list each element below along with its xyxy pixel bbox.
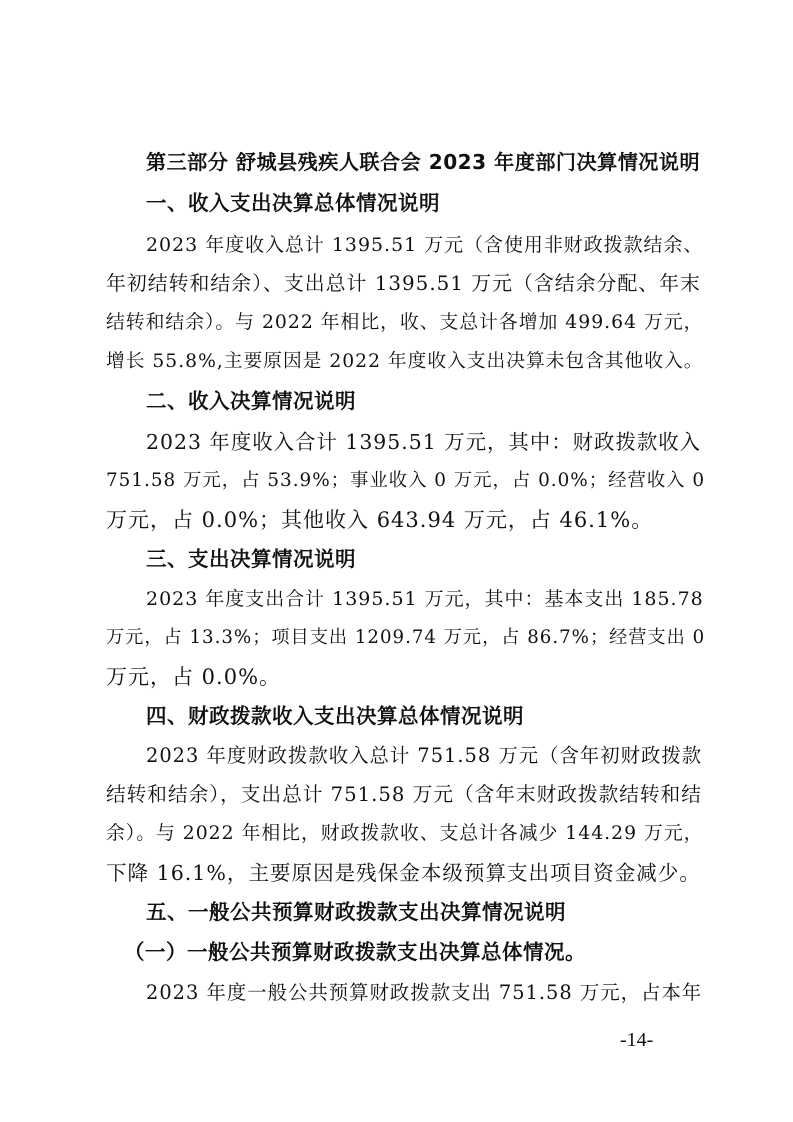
paragraph-line: 2023 年度财政拨款收入总计 751.58 万元（含年初财政拨款 bbox=[146, 744, 703, 767]
section-heading-5: 五、一般公共预算财政拨款支出决算情况说明 bbox=[146, 900, 566, 924]
subsection-heading: （一）一般公共预算财政拨款支出决算总体情况。 bbox=[124, 940, 586, 964]
page-number: -14- bbox=[620, 1029, 654, 1051]
paragraph-line: 2023 年度支出合计 1395.51 万元，其中：基本支出 185.78 bbox=[146, 588, 704, 610]
paragraph-line: 结转和结余）。与 2022 年相比，收、支总计各增加 499.64 万元， bbox=[106, 312, 704, 333]
paragraph-line: 增长 55.8%,主要原因是 2022 年度收入支出决算未包含其他收入。 bbox=[106, 351, 704, 372]
paragraph-line: 2023 年度收入合计 1395.51 万元，其中：财政拨款收入 bbox=[146, 430, 702, 454]
paragraph-line: 751.58 万元，占 53.9%；事业收入 0 万元，占 0.0%；经营收入 0 bbox=[106, 470, 706, 491]
paragraph-line: 万元，占 0.0%；其他收入 643.94 万元，占 46.1%。 bbox=[106, 508, 654, 532]
paragraph-line: 年初结转和结余）、支出总计 1395.51 万元（含结余分配、年末 bbox=[106, 272, 701, 295]
paragraph-line: 结转和结余），支出总计 751.58 万元（含年末财政拨款结转和结 bbox=[106, 783, 702, 806]
paragraph-line: 2023 年度一般公共预算财政拨款支出 751.58 万元，占本年 bbox=[146, 981, 703, 1004]
section-heading-1: 一、收入支出决算总体情况说明 bbox=[146, 191, 440, 215]
paragraph-line: 万元，占 13.3%；项目支出 1209.74 万元，占 86.7%；经营支出 0 bbox=[106, 627, 706, 648]
paragraph-line: 下降 16.1%，主要原因是残保金本级预算支出项目资金减少。 bbox=[106, 861, 701, 885]
paragraph-line: 2023 年度收入总计 1395.51 万元（含使用非财政拨款结余、 bbox=[146, 234, 704, 256]
page-title: 第三部分 舒城县残疾人联合会 2023 年度部门决算情况说明 bbox=[146, 150, 701, 174]
section-heading-4: 四、财政拨款收入支出决算总体情况说明 bbox=[146, 704, 524, 728]
paragraph-line: 余）。与 2022 年相比，财政拨款收、支总计各减少 144.29 万元， bbox=[106, 823, 704, 844]
section-heading-2: 二、收入决算情况说明 bbox=[146, 389, 356, 413]
paragraph-line: 万元，占 0.0%。 bbox=[106, 665, 282, 689]
section-heading-3: 三、支出决算情况说明 bbox=[146, 547, 356, 571]
